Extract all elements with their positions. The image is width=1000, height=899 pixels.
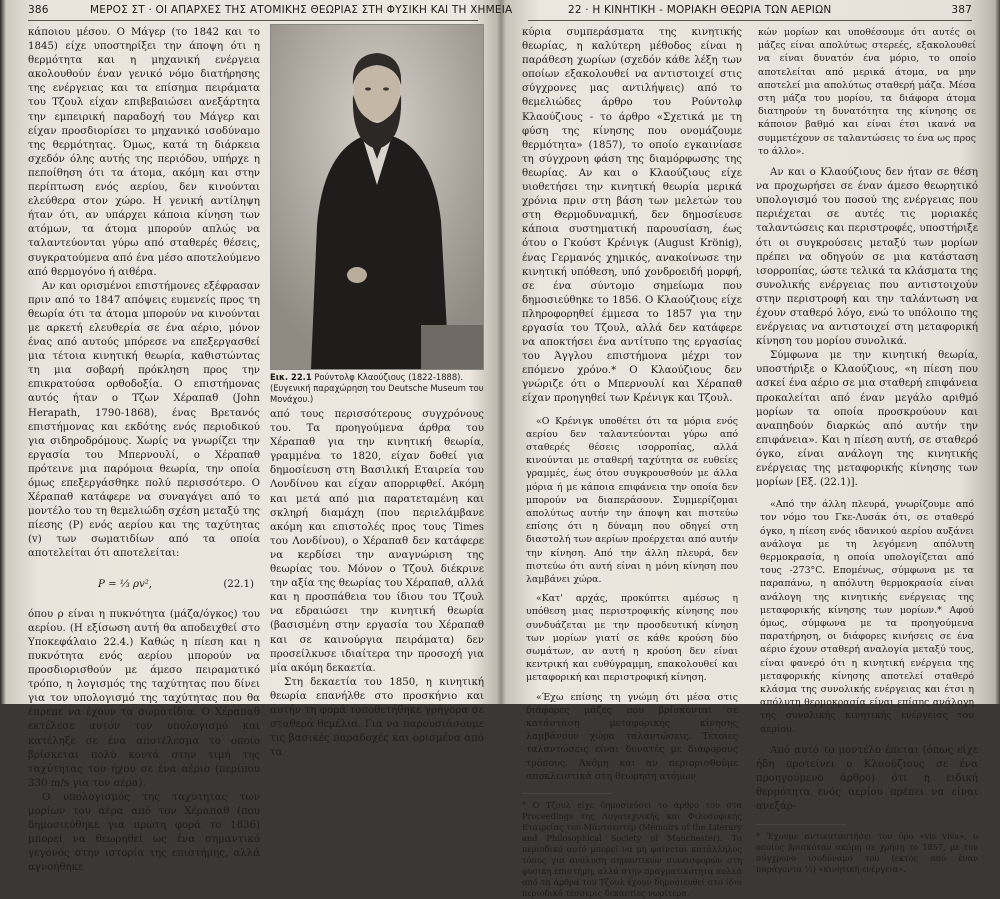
footnote: * Έχουμε αντικαταστήσει τον όρο «vis viva», ο οποίος βρισκόταν ακόμη σε χρήση το 1857, με τον σύγχρονο ισοδύναμο του (εκτός από έναν παράγοντα ½) «κινητική ενέργεια». — [756, 831, 978, 875]
paragraph: Σύμφωνα με την κινητική θεωρία, υποστήριξε ο Κλαούζιους, «η πίεση που ασκεί ένα αέριο σε μια σταθερή επιφάνεια προκαλείται από έναν μεγάλο αριθμό μορίων τα οποία προσκρούουν και αναπηδούν διαρκώς από αυτήν την επιφάνεια». Και η πίεση αυτή, σε σταθερό όγκο, είναι ανάλογη της κινητικής ενέργειας της μεταφορικής κίνησης των μορίων [Εξ. (22.1)]. — [756, 350, 978, 489]
footnote: * Ο Τζουλ είχε δημοσιεύσει το άρθρο του στα Proceedings της Λογοτεχνικής και Φιλοσοφικής Εταιρείας του Μάντσεστερ (Memoirs of the Literary and Philosophical Society of Manchester). Το περιοδικό αυτό μπορεί να μη φαίνεται κατάλληλος τόπος για ανάλυση σημαντικών συνεισφορών στη φυσική επιστήμη, αλλά στην πραγματικότητα πολλά από τα άρθρα του Τζουλ έχουν δημοσιευθεί στο ίδιο περιοδικό τέσσερις δεκαετίες νωρίτερα. — [522, 800, 742, 899]
paragraph: Αν και ο Κλαούζιους δεν ήταν σε θέση να προχωρήσει σε έναν άμεσο θεωρητικό υπολογισμό του ποσού της ενέργειας που περιέχεται σε αυτές τις μοριακές ταλαντώσεις και περιστροφές, υποστήριξε ότι οι συγκρούσεις μεταξύ των μορίων πρέπει να οδηγούν σε μια κατάσταση ισορροπίας, ώστε τελικά τα κλάσματα της συνολικής ενέργειας που αντιστοιχούν στην περιστροφή και την ταλάντωση να έχουν σταθερό λόγο, ενώ το υπόλοιπο της ενέργειας να αντιστοιχεί στη μεταφορική κίνηση του μορίου συνολικά. — [756, 167, 978, 348]
right-running-head — [528, 4, 972, 21]
quotation-continued — [756, 26, 978, 158]
paragraph: Αν και ορισμένοι επιστήμονες εξέφρασαν πριν από το 1847 απόψεις ευμενείς προς τη θεωρία ότι τα άτομα μπορούν να κινούνται με αρκετή ελευθερία σε ένα αέριο, μόνον ένας από αυτούς μπόρεσε να επεξεργασθεί μια τέτοια κινητική θεωρία, καθιστώντας τη μια σοβαρή πρόκληση προς την επικρατούσα ορθοδοξία. Ο επιστήμονας αυτός ήταν ο Τζων Χέραπαθ (John Herapath, 1790-1868), ένας Βρετανός επιστήμονας και εκδότης ενός περιοδικού για σιδηροδρόμους. Χωρίς να γνωρίζει την εργασία του Μπερνουλί, ο Χέραπαθ πρότεινε μια παρόμοια θεωρία, την οποία όμως επεξεργάσθηκε πολύ περισσότερο. Ο Χέραπαθ κατάφερε να συναγάγει από το μοντέλο του τη θεμελιώδη σχέση μεταξύ της πίεσης (P) ενός αερίου και της ταχύτητας (v) των σωματιδίων από τα οποία αποτελείται ότι αποτελείται: — [28, 280, 260, 560]
equation-22-1 — [28, 578, 260, 592]
paragraph: από τους περισσότερους συγχρόνους του. Τα προηγούμενα άρθρα του Χέραπαθ για την κινητική θεωρία, γραμμένα το 1820, είχαν δοθεί για δημοσίευση στη Βασιλική Εταιρεία του Λονδίνου και είχαν απορριφθεί. Ακόμη και μετά από μια παρατεταμένη και σκληρή διαμάχη (που περιελάμβανε ακόμη και επιστολές προς τους Times του Λονδίνου), ο Χέραπαθ δεν κατάφερε να κερδίσει την αναγνώριση της θεωρίας του. Μόνον ο Τζουλ διέκρινε την αξία της θεωρίας του Χέραπαθ, αλλά και η προσπάθεια του ίδιου του Τζουλ να εδραιώσει την κινητική θεωρία (βασισμένη στην εργασία του Χέραπαθ και σε καινούργια πειράματα) δεν προσείλκυσε ιδιαίτερα την προσοχή για μία ακόμη δεκαετία. — [270, 409, 484, 674]
equation-number: (22.1) — [223, 578, 254, 590]
figure-caption — [270, 372, 484, 405]
quote-paragraph: «Έχω επίσης τη γνώμη ότι μέσα στις διάφορες μάζες που βρίσκονται σε κατάσταση μεταφορικής κίνησης λαμβάνουν χώρα ταλαντώσεις. Τέτοιες ταλαντώσεις είναι δυνατές με διάφορους τρόπους. Ακόμη και αν περιορισθούμε αποκλειστικά στη θεώρηση ατόμων — [526, 691, 738, 782]
page-number-left: 386 — [28, 4, 49, 16]
quote-paragraph: «Από την άλλη πλευρά, γνωρίζουμε από τον νόμο του Γκε-Λυσάκ ότι, σε σταθερό όγκο, η πίεση ενός ιδανικού αερίου αυξάνει ανάλογα με τη λεγόμενη απόλυτη θερμοκρασία, η οποία υπολογίζεται από τους -273°C. Επομένως, σύμφωνα με τα παραπάνω, η απόλυτη θερμοκρασία είναι ανάλογη της κινητικής ενέργειας της μεταφορικής κίνησης των μορίων.* Αφού όμως, σύμφωνα με τα προηγούμενα παρατήρηση, οι διάφορες κινήσεις σε ένα αέριο έχουν σταθερή αναλογία μεταξύ τους, είναι φανερό ότι η κινητική ενέργεια της μεταφορικής κίνησης αποτελεί σταθερό κλάσμα της συνολικής ενέργειας και έτσι η απόλυτη θερμοκρασία είναι επίσης ανάλογη της συνολικής κινητικής ενέργειας του αερίου. — [760, 499, 974, 735]
paragraph: όπου ρ είναι η πυκνότητα (μάζα/όγκος) του αερίου. (Η εξίσωση αυτή θα αποδειχθεί στο Υποκεφάλαιο 22.4.) Καθώς η πίεση και η πυκνότητα ενός αερίου μπορούν να προσδιορισθούν με άμεσο πειραματικό τρόπο, η λογισμός της ταχύτητας που δίνει για τον υπολογισμό της ταχύτητας που θα έπρεπε να έχουν τα σωματίδια. Ο Χέραπαθ εκτέλεσε αυτόν τον υπολογισμό και κατέληξε σε ένα αποτέλεσμα το οποίο βρίσκεται πολύ κοντά στην τιμή της ταχύτητας του ήχου σε ένα αέριο (περίπου 330 m/s για τον αέρα). — [28, 608, 260, 789]
page-number-right: 387 — [951, 4, 972, 16]
footnote-rule — [756, 824, 846, 825]
footnote-rule — [522, 793, 612, 794]
running-head-title-right: 22 · Η ΚΙΝΗΤΙΚΗ - ΜΟΡΙΑΚΗ ΘΕΩΡΙΑ ΤΩΝ ΑΕΡΙΩΝ — [568, 4, 832, 16]
paragraph: Στη δεκαετία του 1850, η κινητική θεωρία επανήλθε στο προσκήνιο και αυτήν τη φορά τοποθετήθηκε γρήγορα σε σταθερά θεμέλια. Για να παρουσιάσουμε τις βασικές παραδοχές και ορισμένα από τα — [270, 676, 484, 759]
quotation-block — [756, 498, 978, 736]
figure-caption-text: Ρούντολφ Κλαούζιους (1822-1888). (Ευγενική παραχώρηση του Deutsche Museum του Μονάχου.) — [270, 372, 484, 404]
paragraph: Από αυτό το μοντέλο έπεται (όπως είχε ήδη προτείνει ο Κλαούζιους σε ένα προηγούμενο άρθρο) ότι η ειδική θερμότητα ενός αερίου πρέπει να είναι ανεξάρ- — [756, 744, 978, 813]
left-column-text — [28, 26, 260, 875]
right-page-right-column — [756, 26, 978, 875]
quotation-block — [522, 415, 742, 783]
left-column-right-text — [270, 408, 484, 760]
right-page — [518, 0, 980, 899]
left-running-head — [28, 4, 513, 21]
quote-paragraph: «Ο Κρένιγκ υποθέτει ότι τα μόρια ενός αερίου δεν ταλαντεύονται γύρω από σταθερές θέσεις ισορροπίας, αλλά κινούνται με σταθερή ταχύτητα σε ευθείες γραμμές, έως ότου συγκρουσθούν με άλλα μόρια ή με κάποια επιφάνεια την οποία δεν μπορούν να διαπεράσουν. Συμμερίζομαι απολύτως αυτήν την άποψη και πιστεύω επίσης ότι η δύναμη που οδηγεί στη διαστολή των αερίων προέρχεται από αυτήν την κίνηση. Από την άλλη πλευρά, δεν πιστεύω ότι αυτή είναι η μόνη κίνηση που λαμβάνει χώρα. — [526, 415, 738, 585]
portrait-figure — [270, 24, 484, 370]
paragraph: Ο υπολογισμός της ταχύτητας των μορίων του αέρα από τον Χέραπαθ (που δημοσιεύθηκε για πρώτη φορά το 1836) μπορεί να θεωρηθεί ως ένα σημαντικό γεγονός στην ιστορία της επιστήμης, αλλά αγνοήθηκε — [28, 791, 260, 874]
paragraph: κάποιου μέσου. Ο Μάγερ (το 1842 και το 1845) είχε υποστηρίξει την άποψη ότι η θερμότητα και η μηχανική ενέργεια ακολουθούν έναν γενικό νόμο διατήρησης της ενέργειας και τα επίσημα πειράματα του Τζουλ είχαν επιβεβαιώσει ανεξάρτητα την εμπειρική παραδοχή του Μάγερ και είχαν προσδιορίσει το μηχανικό ισοδύναμο της θερμότητας. Όμως, κατά τη διάρκεια σχεδόν όλης αυτής της περιόδου, υπήρχε η πεποίθηση ότι τα άτομα, ακόμη και στην περίπτωση ενός αερίου, δεν κινούνται ελεύθερα στον χώρο. Η γενική αντίληψη ήταν ότι, αν υπάρχει κάποια κίνηση των ατόμων, τα άτομα μπορούν απλώς να ταλαντεύονται γύρω από σταθερές θέσεις, συγκρατούμενα από ένα μέσο αποτελούμενο από θερμογόνο ή αιθέρα. — [28, 27, 260, 278]
quote-paragraph: «Κατ' αρχάς, προκύπτει αμέσως η υπόθεση μιας περιστροφικής κίνησης που συνδυάζεται με την προσδευτική κίνηση των μορίων γιατί σε κάθε κρούση δύο σωμάτων, αν αυτή η κρούση δεν είναι κεντρική και ευθύγραμμη, επακολουθεί και μεταφορική και περιστροφική κίνηση. — [526, 593, 738, 684]
figure-caption-label: Εικ. 22.1 — [270, 372, 312, 382]
portrait-clausius-image — [271, 25, 483, 369]
right-page-left-column — [522, 26, 742, 899]
equation-formula: P = ⅓ ρv², — [98, 578, 153, 590]
left-page — [18, 0, 513, 874]
running-head-title-left: ΜΕΡΟΣ ΣΤ · ΟΙ ΑΠΑΡΧΕΣ ΤΗΣ ΑΤΟΜΙΚΗΣ ΘΕΩΡΙΑΣ ΣΤΗ ΦΥΣΙΚΗ ΚΑΙ ΤΗ ΧΗΜΕΙΑ — [90, 4, 513, 16]
paragraph: κύρια συμπεράσματα της κινητικής θεωρίας, η καλύτερη μέθοδος είναι η παράθεση χωρίων (σχεδόν κάθε λέξη των οποίων εξακολουθεί να αντιστοιχεί στις σύγχρονες μας αντιλήψεις) από το θεμελιώδες άρθρο του Ρούντολφ Κλαούζιους - το άρθρο «Σχετικά με τη φύση της κίνησης που ονομάζουμε θερμότητα» (1857), το οποίο εγκαινίασε τη σύγχρονη φάση της διαμόρφωσης της θεωρίας. Αν και ο Κλαούζιους είχε υιοθετήσει την κινητική θεωρία μερικά χρόνια πριν στη βάση των μελετών του στη Θερμοδυναμική, δεν δημοσίευσε κάποια συστηματική παρουσίαση, έως ότου ο Γκούστ Κρένιγκ (August Krönig), ένας Γερμανός χημικός, ανακοίνωσε την κινητική υπόθεση, υπό χονδροειδή μορφή, σε ένα σύντομο σημείωμα που δημοσιεύθηκε το 1856. Ο Κλαούζιους είχε πληροφορηθεί έμμεσα το 1857 για την εργασία του Τζουλ, αλλά δεν κατάφερε να αποκτήσει ένα αντίτυπο της εργασίας του Άγγλου επιστήμονα μέχρι τον επόμενο χρόνο.* Ο Κλαούζιους δεν γνώριζε ότι ο Μπερνουλί και Χέραπαθ είχαν προηγηθεί των Κρένιγκ και Τζουλ. — [522, 27, 742, 405]
quote-paragraph: κών μορίων και υποθέσουμε ότι αυτές οι μάζες είναι απολύτως στερεές, εξακολουθεί να είναι δυνατόν ένα μόριο, το οποίο αποτελείται από μερικά άτομα, να μην αποτελεί μια απολύτως σταθερή μάζα. Μέσα στη μάζα του μορίου, τα διάφορα άτομα διατηρούν τη δυνατότητα της κίνησης σε κάποιον βαθμό και είναι έτσι ικανά να συμμετέχουν σε ταλαντώσεις το ένα ως προς το άλλο». — [758, 27, 976, 157]
